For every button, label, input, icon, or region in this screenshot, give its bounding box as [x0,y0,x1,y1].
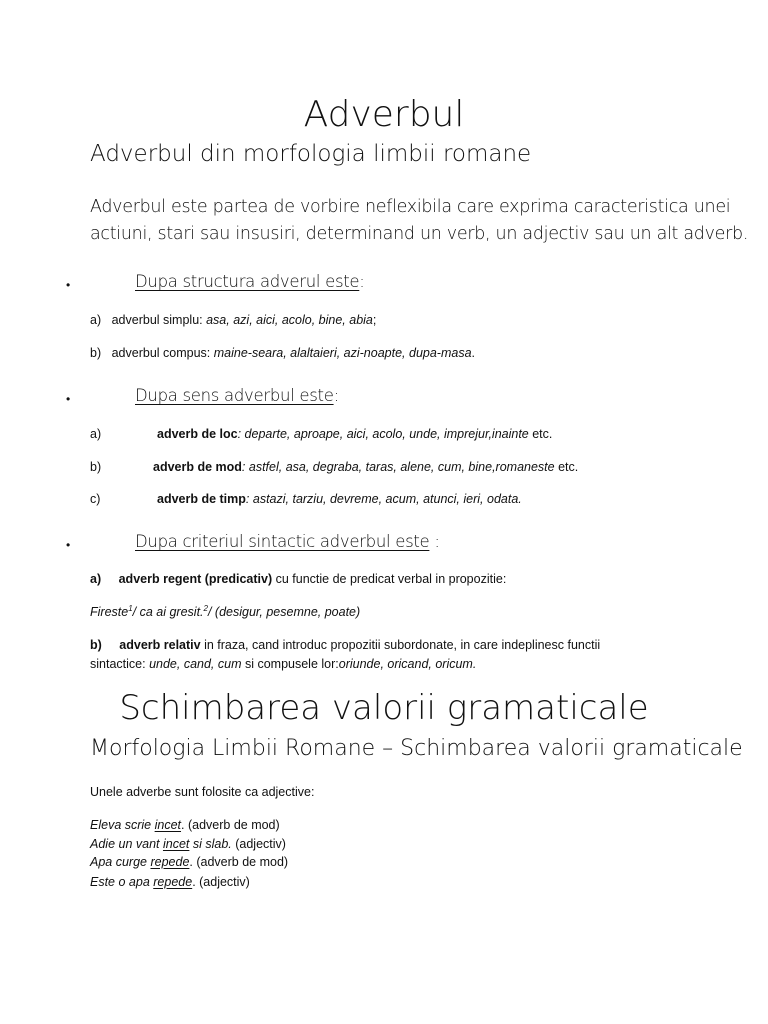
list-item [90,638,600,652]
item-term: adverb regent (predicativ) [118,572,273,586]
list-marker: a) [90,427,102,441]
section-subtitle: Morfologia Limbii Romane – Schimbarea valorii gramaticale [90,736,743,761]
item-examples: : departe, aproape, aici, acolo, unde, imprejur,inainte [237,427,529,441]
list-marker: b) [90,460,102,474]
list-marker: b) [90,346,102,360]
item-term: adverb de loc: departe, aproape, aici, acolo, unde, imprejur,inainte etc. [157,427,553,441]
heading-structura [135,272,365,291]
heading-sintactic [135,532,440,551]
heading-sens [135,386,339,405]
list-item [90,492,522,506]
item-label: adverbul simplu: [111,313,207,327]
example-line: Fireste$^1$/ ca ai gresit.$^2$/ (desigur, pesemne, poate) [90,604,361,620]
list-marker: b) [90,638,102,652]
list-marker: a) [90,313,102,327]
item-end: etc. [554,460,579,474]
subtitle: Adverbul din morfologia limbii romane [90,141,532,167]
example-line: Eleva scrie incet. (adverb de mod) [90,818,280,832]
heading-sens-text: Dupa sens adverbul este [135,386,334,405]
item-end: ; [372,313,377,327]
heading-suffix: : [429,532,440,551]
item-examples: : astazi, tarziu, devreme, acum, atunci, ieri, odata. [245,492,522,506]
item-text: in fraza, cand introduc propozitii subordonate, in care indeplinesc functii [200,638,601,652]
example-line: Este o apa repede. (adjectiv) [90,875,250,889]
item-examples: asa, azi, aici, acolo, bine, abia [206,313,373,327]
definition-line-1: Adverbul este partea de vorbire neflexibila care exprima caracteristica unei [90,197,731,217]
section-title: Schimbarea valorii gramaticale [119,688,649,728]
item-examples: : astfel, asa, degraba, taras, alene, cum, bine,romaneste [241,460,555,474]
heading-suffix: : [333,386,339,405]
page-title: Adverbul [303,94,465,135]
item-term: adverb de mod: astfel, asa, degraba, taras, alene, cum, bine,romaneste etc. [153,460,579,474]
item-text: cu functie de predicat verbal in propozitie: [272,572,507,586]
list-item [90,313,376,327]
list-marker: c) [90,492,101,506]
bullet: • [66,278,71,292]
example-line: Apa curge repede. (adverb de mod) [90,855,289,869]
list-item [90,346,475,360]
list-item-continuation: sintactice: unde, cand, cum si compusele lor:oriunde, oricand, oricum. [90,657,477,671]
list-item [90,572,506,586]
item-end: . [471,346,476,360]
footnote-1: 1 [128,604,133,613]
definition-line-2: actiuni, stari sau insusiri, determinand un verb, un adjectiv sau un alt adverb. [90,224,749,244]
heading-suffix: : [359,272,365,291]
item-term: adverb de timp: astazi, tarziu, devreme, acum, atunci, ieri, odata. [157,492,522,506]
list-item [90,427,553,441]
example-line: Adie un vant incet si slab. (adjectiv) [90,837,286,851]
item-label: adverbul compus: [111,346,214,360]
heading-structura-text: Dupa structura adverul este [135,272,360,291]
bullet: • [66,392,71,406]
heading-sintactic-text: Dupa criteriul sintactic adverbul este [135,532,430,551]
intro-text: Unele adverbe sunt folosite ca adjective: [90,785,315,799]
footnote-2: 2 [203,604,208,613]
bullet: • [66,538,71,552]
item-term: adverb relativ [119,638,201,652]
list-item [90,460,579,474]
item-examples: maine-seara, alaltaieri, azi-noapte, dupa-masa [213,346,472,360]
list-marker: a) [90,572,102,586]
item-end: etc. [528,427,553,441]
